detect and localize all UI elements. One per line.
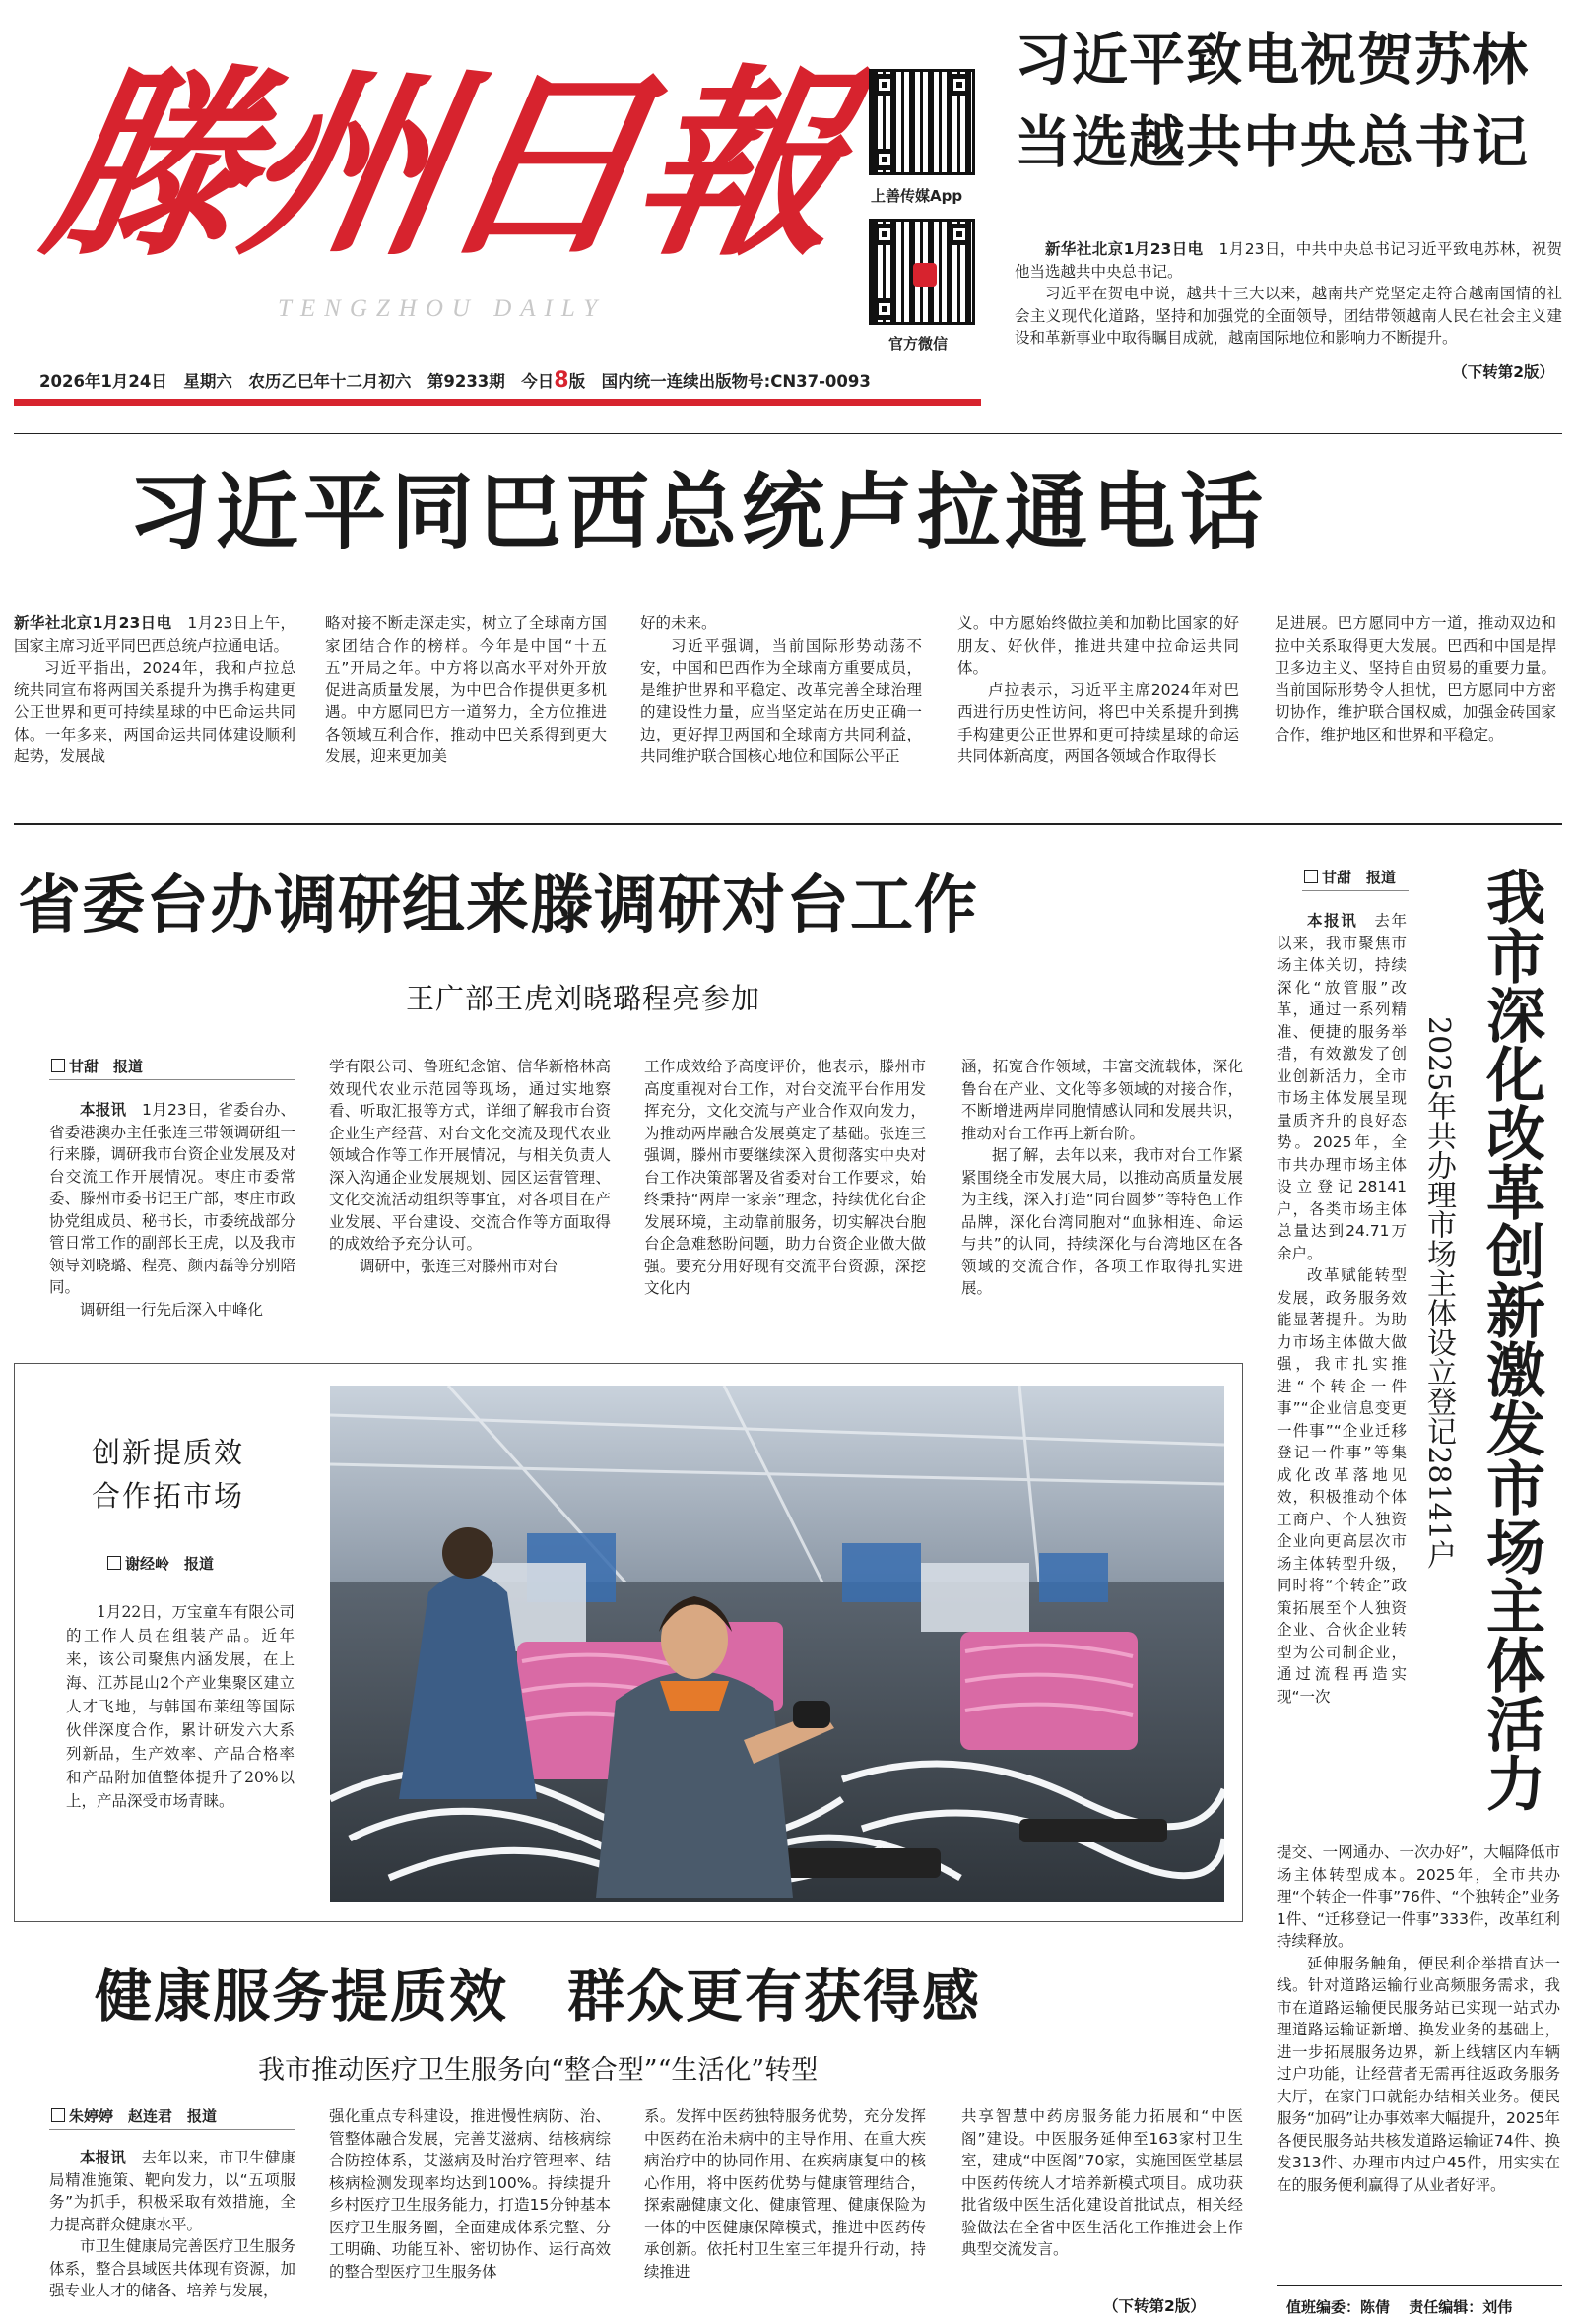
story3-col2b: 调研中，张连三对滕州市对台 [360,1257,558,1275]
story4-col2-text: 强化重点专科建设，推进慢性病防、治、管整体融合发展，完善艾滋病、结核病综合防控体系，艾滋病及时治疗管理率、结核病检测发现率均达到100%。持续提升乡村医疗卫生服务能力，打造15分钟基本医疗卫生服务圈，全面建成体系完整、分工明确、功能互补、密切协作、运行高效的整合型医疗卫生服务体 [329,2107,611,2281]
story3-byline [51,1056,143,1076]
story3-col3 [644,1056,926,1323]
byline-rule [49,1079,296,1080]
photo-story-box [14,1363,1243,1922]
story3-col1 [49,1099,296,1323]
right-story-byline [1304,867,1396,887]
masthead-red-rule [14,399,981,406]
story2-col3 [640,613,922,798]
top-story-para2: 习近平在贺电中说，越共十三大以来，越南共产党坚定走符合越南国情的社会主义现代化道路，坚持和加强党的全面领导，团结带领越南人民在社会主义建设和革新事业中取得瞩目成就，越南国际地位和影响力不断提升。 [1015,285,1562,347]
photo-caption: 1月22日，万宝童车有限公司的工作人员在组装产品。近年来，该公司聚焦内涵发展，在上海、江苏昆山2个产业集聚区建立人才飞地，与韩国布莱纽等国际伙伴深度合作，累计研发六大系列新品，生产效率、产品合格率和产品附加值整体提升了20%以上，产品深受市场青睐。 [66,1603,295,1810]
photo-story-title-2[interactable]: 合作拓市场 [92,1479,245,1513]
story3-col3-text: 工作成效给予高度评价，他表示，滕州市高度重视对台工作，对台交流平台作用发挥充分，文化交流与产业合作双向发力，为推动两岸融合发展奠定了基础。张连三强调，滕州市要继续深入贯彻落实中央对台工作决策部署及省委对台工作要求，始终秉持“两岸一家亲”理念，持续优化台企发展环境，主动靠前服务，切实解决台胞台企急难愁盼问题，助力台资企业做大做强。要充分用好现有交流平台资源，深挖文化内 [644,1058,926,1297]
top-story-lead-label: 新华社北京1月23日电 [1045,240,1204,258]
story4-lead-label: 本报讯 [80,2149,126,2166]
story4-headline[interactable]: 健康服务提质效 群众更有获得感 [95,1963,982,2030]
story3-col2 [329,1056,611,1323]
dateline-suffix: 版 国内统一连续出版物号:CN37-0093 [568,372,871,391]
photo-story-byline-text: 谢经岭 报道 [125,1555,215,1573]
right-story-body1: 去年以来，我市聚焦市场主体关切，持续深化“放管服”改革，通过一系列精准、便捷的服务举措，有效激发了创业创新活力，全市市场主体发展呈现量质齐升的良好态势。2025年，全市共办理市场主体设立登记28141户，各类市场主体总量达到24.71万余户。 [1277,912,1407,1262]
app-qr-code[interactable] [869,69,975,175]
story4-col2 [329,2105,611,2316]
right-story-byline-text: 甘甜 报道 [1322,869,1397,886]
story2-col2-text: 略对接不断走深走实，树立了全球南方国家团结合作的榜样。今年是中国“十五五”开局之年。中方将以高水平对外开放促进高质量发展，为中巴合作提供更多机遇。中方愿同巴方一道努力，全方位推进各领域互利合作，推动中巴关系得到更大发展，迎来更加美 [325,614,607,765]
right-story-body-narrow [1277,910,1407,1841]
story4-jump[interactable]: （下转第2版） [1103,2297,1206,2315]
footer-editors [1286,2296,1512,2317]
wechat-qr-label: 官方微信 [888,335,949,353]
story2-col5-text: 足进展。巴方愿同中方一道，推动双边和拉中关系取得更大发展。巴西和中国是捍卫多边主义、坚持自由贸易的重要力量。当前国际形势令人担忧，巴方愿同中方密切协作，维护联合国权威，加强金砖国家合作，维护地区和世界和平稳定。 [1275,614,1556,743]
factory-photo[interactable] [330,1386,1224,1902]
story3-col1b: 调研组一行先后深入中峰化 [80,1300,264,1319]
right-story-body3: 提交、一网通办、一次办好”，大幅降低市场主体转型成本。2025年，全市共办理“个转企一件事”76件、“个独转企”业务1件、“迁移登记一件事”333件，改革红利持续释放。 [1277,1843,1560,1950]
dateline [39,368,871,393]
story3-col4-text: 涵，拓宽合作领域，丰富交流载体，深化鲁台在产业、文化等多领域的对接合作，不断增进两岸同胞情感认同和发展共识，推动对台工作再上新台阶。 [961,1058,1243,1142]
story3-headline[interactable]: 省委台办调研组来滕调研对台工作 [18,869,978,942]
top-story-headline-2[interactable]: 当选越共中央总书记 [1015,109,1529,175]
page-count: 8 [554,368,569,393]
story2-col2 [325,613,607,798]
byline-box-icon [51,2108,65,2122]
story2-col1-text: 1月23日上午，国家主席习近平同巴西总统卢拉通电话。 [14,614,296,655]
masthead-english-name: TENGZHOU DAILY [278,295,607,322]
story4-col4 [961,2105,1243,2292]
story2-headline[interactable]: 习近平同巴西总统卢拉通电话 [128,463,1269,560]
story2-lead-label: 新华社北京1月23日电 [14,614,172,632]
byline-box-icon [107,1556,121,1570]
story2-col1 [14,613,296,798]
byline-box-icon [1304,870,1318,883]
right-story-body4: 延伸服务触角，便民利企举措直达一线。针对道路运输行业高频服务需求，我市在道路运输便民服务站已实现一站式办理道路运输证新增、换发业务的基础上，进一步拓展服务边界，新上线辖区内车辆过户功能，让经营者无需再往返政务服务大厅，在家门口就能办结相关业务。便民服务“加码”让办事效率大幅提升，2025年各便民服务站共核发道路运输证74件、换发313件、办理市内过户45件，用实实在在的服务便利赢得了从业者好评。 [1277,1954,1560,2194]
story4-byline-text: 朱婷婷 赵连君 报道 [69,2107,218,2125]
factory-photo-illustration [330,1386,1224,1902]
footer-chief: 刘伟 [1482,2298,1513,2316]
story3-col2-text: 学有限公司、鲁班纪念馆、信华新格林高效现代农业示范园等现场，通过实地察看、听取汇报等方式，详细了解我市台资企业生产经营、对台文化交流及现代农业领域合作等工作开展情况，与相关负责人深入沟通企业发展规划、园区运营管理、文化交流活动组织等事宜，对各项目在产业发展、平台建设、交流合作等方面取得的成效给予充分认可。 [329,1058,611,1253]
right-story-body2: 改革赋能转型发展，政务服务效能显著提升。为助力市场主体做大做强，我市扎实推进“个转企一件事”“企业信息变更一件事”“企业迁移登记一件事”等集成化改革落地见效，积极推动个体工商户、个人独资企业向更高层次市场主体转型升级，同时将“个转企”政策拓展至个人独资企业、合伙企业转型为公司制企业，通过流程再造实现“一次 [1277,1266,1407,1706]
story4-col1-text: 去年以来，市卫生健康局精准施策、靶向发力，以“五项服务”为抓手，积极采取有效措施，全力提高群众健康水平。 [49,2149,296,2233]
story2-col3b: 习近平强调，当前国际形势动荡不安，中国和巴西作为全球南方重要成员，是维护世界和平稳定、改革完善全球治理的建设性力量，应当坚定站在历史正确一边，更好捍卫两国和全球南方共同利益，共同维护联合国核心地位和国际公平正 [640,636,922,765]
story4-col4-text: 共享智慧中药房服务能力拓展和“中医阁”建设。中医服务延伸至163家村卫生室，建成“中医阁”70家，实施国医堂基层中医药传统人才培养新模式项目。成功获批省级中医生活化建设首批试点，相关经验做法在全省中医生活化工作推进会上作典型交流发言。 [961,2107,1243,2258]
photo-story-title-1[interactable]: 创新提质效 [92,1436,245,1469]
story3-col4 [961,1056,1243,1323]
divider-rule [14,433,1562,434]
story2-col4 [957,613,1239,798]
story2-col4b: 卢拉表示，习近平主席2024年对巴西进行历史性访问，将巴中关系提升到携手构建更公正世界和更可持续星球的命运共同体新高度，两国各领域合作取得长 [957,680,1239,765]
photo-story-byline [107,1553,214,1574]
wechat-qr-code[interactable] [869,219,975,325]
story3-byline-text: 甘甜 报道 [69,1058,144,1075]
story2-col3-text: 好的未来。 [640,614,717,632]
right-story-subhead: 2025年共办理市场主体设立登记28141户 [1421,1016,1456,1570]
footer-rule [1277,2285,1562,2286]
right-story-lead-label: 本报讯 [1307,912,1358,930]
story3-col4b: 据了解，去年以来，我市对台工作紧紧围绕全市发展大局，以推动高质量发展为主线，深入打造“同台圆梦”等特色工作品牌，深化台湾同胞对“血脉相连、命运与共”的认同，持续深化与台湾地区在各领域的交流合作，各项工作取得扎实进展。 [961,1146,1243,1297]
byline-rule [1302,890,1409,891]
top-story-lead: 1月23日，中共中央总书记习近平致电苏林，祝贺他当选越共中央总书记。 [1015,240,1562,281]
footer-editor: 陈倩 [1360,2298,1391,2316]
story3-subhead: 王广部王虎刘晓璐程亮参加 [406,982,761,1015]
divider-rule [14,823,1562,825]
story2-col4-text: 义。中方愿始终做拉美和加勒比国家的好朋友、好伙伴，推进共建中拉命运共同体。 [957,614,1239,677]
masthead-logo: 滕州日報 [30,47,857,284]
wechat-logo-icon [913,263,937,287]
story4-col3-text: 系。发挥中医药独特服务优势，充分发挥中医药在治未病中的主导作用、在重大疾病治疗中的协同作用、在疾病康复中的核心作用，将中医药优势与健康管理结合，探索融健康文化、健康管理、健康保险为一体的中医健康保障模式，推进中医药传承创新。依托村卫生室三年提升行动，持续推进 [644,2107,926,2281]
story3-col1-text: 1月23日，省委台办、省委港澳办主任张连三带领调研组一行来滕，调研我市台资企业发展及对台交流工作开展情况。枣庄市委常委、滕州市委书记王广部，枣庄市政协党组成员、秘书长，市委统战部分管日常工作的副部长王虎，以及我市领导刘晓璐、程亮、颜丙磊等分别陪同。 [49,1101,296,1296]
dateline-text: 2026年1月24日 星期六 农历乙巳年十二月初六 第9233期 今日 [39,372,555,391]
top-story-headline-1[interactable]: 习近平致电祝贺苏林 [1015,27,1529,93]
byline-box-icon [51,1059,65,1072]
story4-col1b: 市卫生健康局完善医疗卫生服务体系，整合县域医共体现有资源，加强专业人才的储备、培养与发展， [49,2237,296,2299]
story4-byline [51,2105,217,2126]
story4-col3 [644,2105,926,2316]
story4-subhead: 我市推动医疗卫生服务向“整合型”“生活化”转型 [258,2055,819,2086]
top-story-jump[interactable]: （下转第2版） [1452,363,1554,381]
byline-rule [49,2129,296,2130]
footer-editor-label: 值班编委： [1286,2298,1361,2316]
app-qr-label: 上善传媒App [871,187,963,205]
right-story-headline[interactable]: 我市深化改革创新激发市场主体活力 [1477,867,1545,1812]
story3-lead-label: 本报讯 [80,1101,127,1119]
story4-col1 [49,2147,296,2316]
right-story-body-wide [1277,1841,1560,2275]
footer-chief-label: 责任编辑： [1409,2298,1483,2316]
story2-col5 [1275,613,1556,798]
story2-col1b: 习近平指出，2024年，我和卢拉总统共同宣布将两国关系提升为携手构建更公正世界和更可持续星球的中巴命运共同体。一年多来，两国命运共同体建设顺利起势，发展战 [14,659,296,765]
top-story [1015,20,1562,394]
